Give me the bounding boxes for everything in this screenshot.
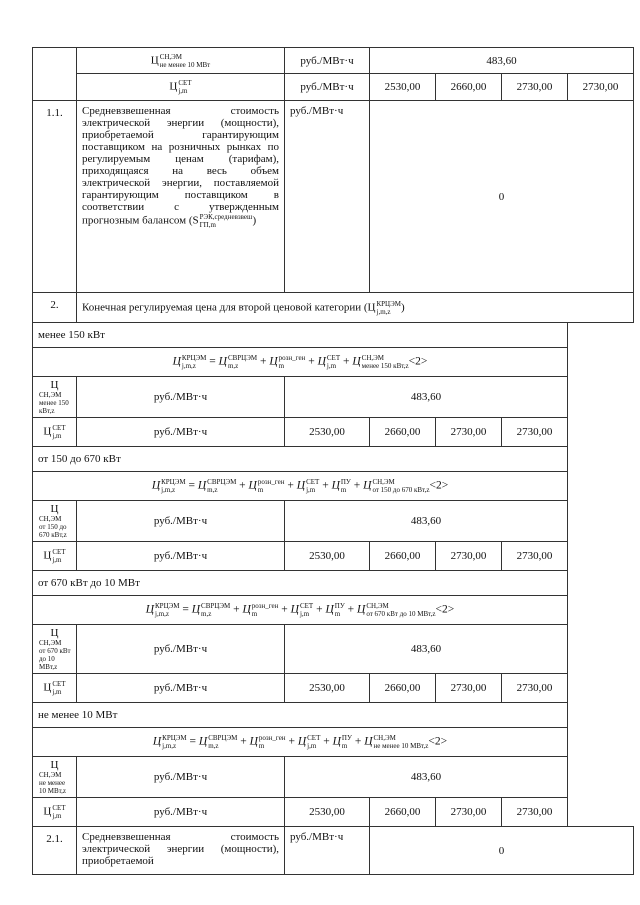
unit-cell: руб./МВт·ч xyxy=(77,625,285,674)
value-cell: 2730,00 xyxy=(502,74,568,101)
sn-label-cell: Ц СН,ЭМ от 150 до 670 кВт,z xyxy=(33,501,77,542)
value-cell: 483,60 xyxy=(370,48,634,74)
set-label-cell: Ц СЕТ j,m xyxy=(33,674,77,703)
section-heading: от 670 кВт до 10 МВт xyxy=(33,571,568,596)
table-row xyxy=(33,625,634,674)
value-cell: 483,60 xyxy=(285,501,568,542)
table-row xyxy=(33,472,634,501)
section-heading: менее 150 кВт xyxy=(33,323,568,348)
sn-label-cell: Ц СН,ЭМ менее 150 кВт,z xyxy=(33,377,77,418)
value-cell: 2730,00 xyxy=(436,798,502,827)
unit-cell: руб./МВт·ч xyxy=(77,674,285,703)
tariff-table xyxy=(32,47,634,875)
sn-label-cell: Ц СН,ЭМ не менее 10 МВт,z xyxy=(33,757,77,798)
value-cell: 483,60 xyxy=(285,757,568,798)
sn-label-cell: Ц СН,ЭМ от 670 кВт до 10 МВт,z xyxy=(33,625,77,674)
value-cell: 2730,00 xyxy=(502,542,568,571)
value-cell: 2730,00 xyxy=(502,674,568,703)
table-row xyxy=(33,674,634,703)
value-cell: 483,60 xyxy=(285,625,568,674)
value-cell: 2730,00 xyxy=(436,542,502,571)
table-row xyxy=(33,418,634,447)
item-number: 1.1. xyxy=(33,101,77,293)
table-row xyxy=(33,501,634,542)
table-row xyxy=(33,348,634,377)
table-row xyxy=(33,323,634,348)
unit-cell: руб./МВт·ч xyxy=(285,48,370,74)
value-cell: 2530,00 xyxy=(285,542,370,571)
unit-cell: руб./МВт·ч xyxy=(285,101,370,293)
table-row xyxy=(33,377,634,418)
table-row xyxy=(33,827,634,875)
unit-cell: руб./МВт·ч xyxy=(77,377,285,418)
table-row xyxy=(33,798,634,827)
value-cell: 2660,00 xyxy=(436,74,502,101)
table-row xyxy=(33,101,634,293)
value-cell: 2660,00 xyxy=(370,798,436,827)
table-row xyxy=(33,293,634,323)
table-row xyxy=(33,447,634,472)
value-cell: 2730,00 xyxy=(568,74,634,101)
unit-cell: руб./МВт·ч xyxy=(77,757,285,798)
table-row xyxy=(33,757,634,798)
value-cell: 2660,00 xyxy=(370,418,436,447)
unit-cell: руб./МВт·ч xyxy=(77,798,285,827)
value-cell: 2730,00 xyxy=(502,798,568,827)
value-cell: 483,60 xyxy=(285,377,568,418)
table-row xyxy=(33,48,634,74)
table-row xyxy=(33,542,634,571)
value-cell: 2530,00 xyxy=(285,798,370,827)
set-label-cell: Ц СЕТ j,m xyxy=(77,74,285,101)
sn-label-cell: Ц СН,ЭМ не менее 10 МВт xyxy=(77,48,285,74)
item-description: Средневзвешенная стоимость электрической энергии (мощности), приобретаемой гарантирующим поставщиком на розничных рынках по регулируемым ценам (тарифам), приходящаяся на весь объем электрической энергии, поставляемой гарантирующим поставщиком в соответствии с утвержденным прогнозным балансом (S РЭК,средневзвеш ГП,m ) xyxy=(77,101,285,293)
table-row xyxy=(33,571,634,596)
formula: Ц КРЦЭМ j,m,z = Ц СВРЦЭМ m,z + Ц розн_ген m + Ц СЕТ j,m + Ц ПУ m + Ц СН,ЭМ не менее 10 МВт,z <2> xyxy=(33,728,568,757)
value-cell: 2530,00 xyxy=(370,74,436,101)
formula: Ц КРЦЭМ j,m,z = Ц СВРЦЭМ m,z + Ц розн_ген m + Ц СЕТ j,m + Ц СН,ЭМ менее 150 кВт,z <2> xyxy=(33,348,568,377)
value-cell: 2730,00 xyxy=(436,674,502,703)
value-cell: 2660,00 xyxy=(370,542,436,571)
value-cell: 2530,00 xyxy=(285,674,370,703)
set-label-cell: Ц СЕТ j,m xyxy=(33,798,77,827)
unit-cell: руб./МВт·ч xyxy=(77,501,285,542)
section-title: Конечная регулируемая цена для второй ценовой категории (Ц КРЦЭМ j,m,z ) xyxy=(77,293,634,323)
formula: Ц КРЦЭМ j,m,z = Ц СВРЦЭМ m,z + Ц розн_ген m + Ц СЕТ j,m + Ц ПУ m + Ц СН,ЭМ от 670 кВт до 10 МВт,z <2> xyxy=(33,596,568,625)
value-cell: 2660,00 xyxy=(370,674,436,703)
section-heading: не менее 10 МВт xyxy=(33,703,568,728)
set-label-cell: Ц СЕТ j,m xyxy=(33,418,77,447)
item-number: 2.1. xyxy=(33,827,77,875)
formula: Ц КРЦЭМ j,m,z = Ц СВРЦЭМ m,z + Ц розн_ген m + Ц СЕТ j,m + Ц ПУ m + Ц СН,ЭМ от 150 до 670 кВт,z <2> xyxy=(33,472,568,501)
value-cell: 0 xyxy=(370,101,634,293)
unit-cell: руб./МВт·ч xyxy=(285,74,370,101)
table-row xyxy=(33,596,634,625)
table-row xyxy=(33,74,634,101)
table-row xyxy=(33,728,634,757)
item-number: 2. xyxy=(33,293,77,323)
value-cell: 2730,00 xyxy=(436,418,502,447)
section-heading: от 150 до 670 кВт xyxy=(33,447,568,472)
table-row xyxy=(33,703,634,728)
value-cell: 0 xyxy=(370,827,634,875)
unit-cell: руб./МВт·ч xyxy=(285,827,370,875)
value-cell: 2730,00 xyxy=(502,418,568,447)
unit-cell: руб./МВт·ч xyxy=(77,418,285,447)
item-description: Средневзвешенная стоимость электрической энергии (мощности), приобретаемой xyxy=(77,827,285,875)
value-cell: 2530,00 xyxy=(285,418,370,447)
unit-cell: руб./МВт·ч xyxy=(77,542,285,571)
set-label-cell: Ц СЕТ j,m xyxy=(33,542,77,571)
number-cell xyxy=(33,48,77,101)
